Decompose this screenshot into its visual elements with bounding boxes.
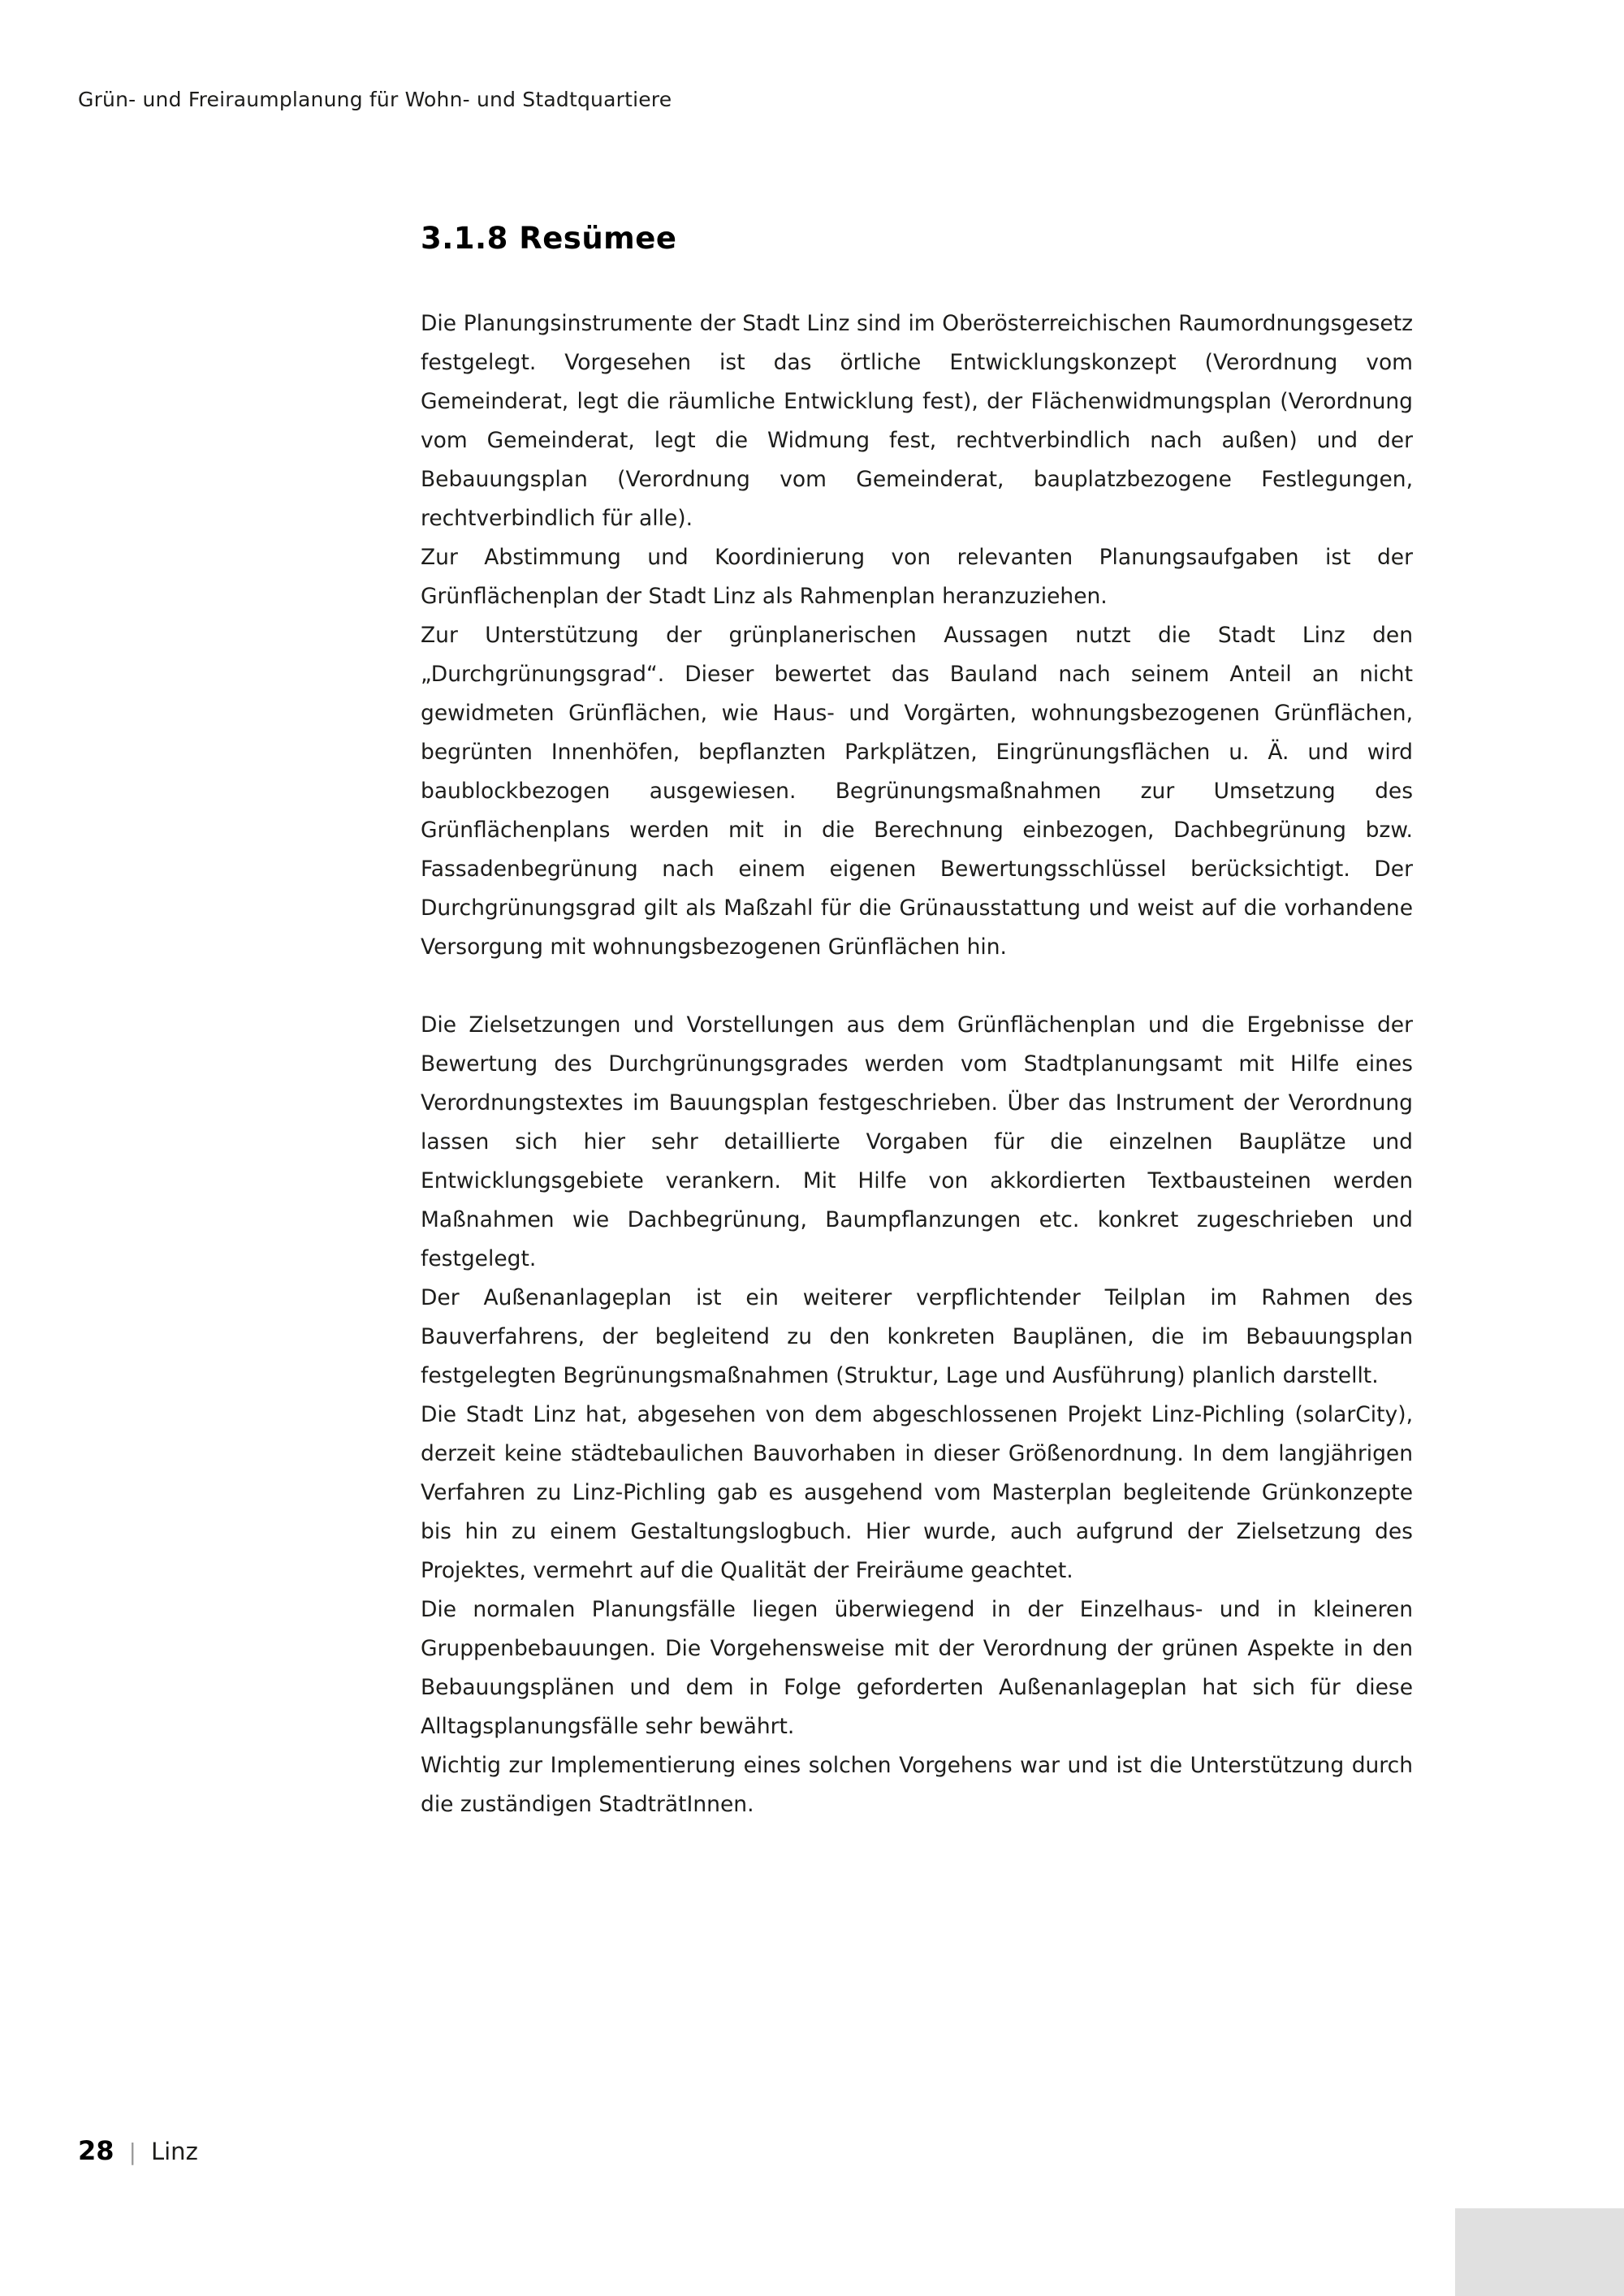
paragraph: Zur Unterstützung der grünplanerischen Aussagen nutzt die Stadt Linz den „Durchgrünungsgrad“. Dieser bewertet das Bauland nach seinem Anteil an nicht gewidmeten Grünflächen, wie Haus- und Vorgärten, wohnungsbezogenen Grünflächen, begrünten Innenhöfen, bepflanzten Parkplätzen, Eingrünungsflächen u. Ä. und wird baublockbezogen ausgewiesen. Begrünungsmaßnahmen zur Umsetzung des Grünflächenplans werden mit in die Berechnung einbezogen, Dachbegrünung bzw. Fassadenbegrünung nach einem eigenen Bewertungsschlüssel berücksichtigt. Der Durchgrünungsgrad gilt als Maßzahl für die Grünausstattung und weist auf die vorhandene Versorgung mit wohnungsbezogenen Grünflächen hin. bbox=[421, 623, 1413, 960]
paragraph: Die Planungsinstrumente der Stadt Linz sind im Oberösterreichischen Raumordnungsgesetz festgelegt. Vorgesehen ist das örtliche Entwicklungskonzept (Verordnung vom Gemeinderat, legt die räumliche Entwicklung fest), der Flächenwidmungsplan (Verordnung vom Gemeinderat, legt die Widmung fest, rechtverbindlich nach außen) und der Bebauungsplan (Verordnung vom Gemeinderat, bauplatzbezogene Festlegungen, rechtverbindlich für alle). bbox=[421, 311, 1413, 531]
paragraph: Die Zielsetzungen und Vorstellungen aus dem Grünflächenplan und die Ergebnisse der Bewertung des Durchgrünungsgrades werden vom Stadtplanungsamt mit Hilfe eines Verordnungstextes im Bauungsplan festgeschrieben. Über das Instrument der Verordnung lassen sich hier sehr detaillierte Vorgaben für die einzelnen Bauplätze und Entwicklungsgebiete verankern. Mit Hilfe von akkordierten Textbausteinen werden Maßnahmen wie Dachbegrünung, Baumpflanzungen etc. konkret zugeschrieben und festgelegt. bbox=[421, 1012, 1413, 1271]
page-title: 3.1.8 Resümee bbox=[421, 221, 677, 256]
paragraph: Der Außenanlageplan ist ein weiterer verpflichtender Teilplan im Rahmen des Bauverfahrens, der begleitend zu den konkreten Bauplänen, die im Bebauungsplan festgelegten Begrünungsmaßnahmen (Struktur, Lage und Ausführung) planlich darstellt. bbox=[421, 1285, 1413, 1388]
footer-separator: | bbox=[128, 2138, 136, 2165]
running-head: Grün- und Freiraumplanung für Wohn- und Stadtquartiere bbox=[78, 88, 672, 111]
paragraph: Wichtig zur Implementierung eines solchen Vorgehens war und ist die Unterstützung durch die zuständigen StadträtInnen. bbox=[421, 1753, 1413, 1817]
page-number: 28 bbox=[78, 2135, 114, 2166]
paragraph: Zur Abstimmung und Koordinierung von relevanten Planungsaufgaben ist der Grünflächenplan der Stadt Linz als Rahmenplan heranzuziehen. bbox=[421, 545, 1413, 609]
page-footer bbox=[78, 2135, 198, 2166]
footer-city-label: Linz bbox=[150, 2138, 198, 2165]
paragraph: Die normalen Planungsfälle liegen überwiegend in der Einzelhaus- und in kleineren Gruppenbebauungen. Die Vorgehensweise mit der Verordnung der grünen Aspekte in den Bebauungsplänen und dem in Folge geforderten Außenanlageplan hat sich für diese Alltagsplanungsfälle sehr bewährt. bbox=[421, 1597, 1413, 1739]
paragraph: Die Stadt Linz hat, abgesehen von dem abgeschlossenen Projekt Linz-Pichling (solarCity), derzeit keine städtebaulichen Bauvorhaben in dieser Größenordnung. In dem langjährigen Verfahren zu Linz-Pichling gab es ausgehend vom Masterplan begleitende Grünkonzepte bis hin zu einem Gestaltungslogbuch. Hier wurde, auch aufgrund der Zielsetzung des Projektes, vermehrt auf die Qualität der Freiräume geachtet. bbox=[421, 1402, 1413, 1583]
page-content bbox=[421, 221, 1413, 1824]
corner-marker bbox=[1455, 2208, 1624, 2296]
